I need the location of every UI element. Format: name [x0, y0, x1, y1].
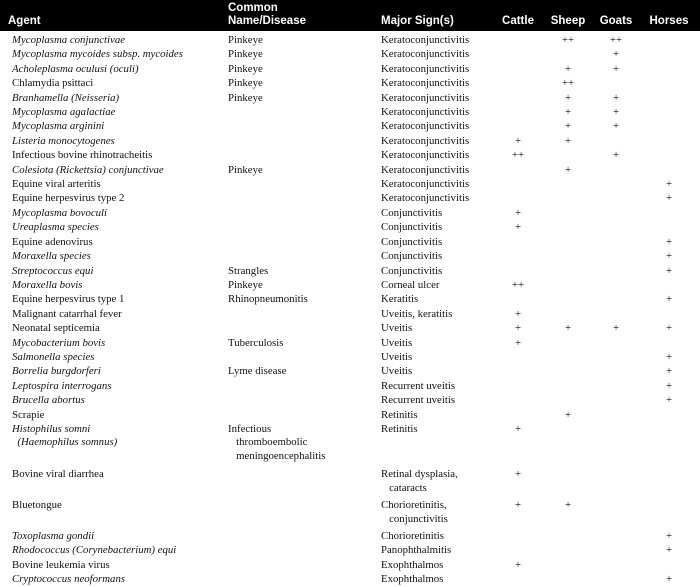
sheep-cell: +	[564, 163, 572, 176]
major-sign-cell: Chorioretinitis	[381, 529, 444, 542]
goats-cell: +	[612, 120, 620, 133]
common-name-cell: Lyme disease	[228, 365, 287, 378]
table-row	[0, 191, 700, 205]
major-sign-cell: Keratoconjunctivitis	[381, 48, 470, 61]
table-row	[0, 264, 700, 278]
horses-cell: +	[665, 235, 673, 248]
agent-cell: Mycobacterium bovis	[12, 336, 106, 349]
agent-cell: Branhamella (Neisseria)	[12, 91, 120, 104]
header-sheep: Sheep	[550, 15, 586, 27]
cattle-cell: +	[514, 422, 522, 435]
header-goats: Goats	[599, 15, 633, 27]
sheep-cell: +	[564, 134, 572, 147]
sheep-cell: +	[564, 408, 572, 421]
table-row	[0, 76, 700, 90]
agent-cell: Malignant catarrhal fever	[12, 307, 122, 320]
goats-cell: +	[612, 48, 620, 61]
table-row	[0, 393, 700, 407]
agent-cell: Mycoplasma mycoides subsp. mycoides	[12, 48, 183, 61]
cattle-cell: +	[514, 134, 522, 147]
sheep-cell: +	[564, 499, 572, 512]
table-body	[0, 31, 700, 586]
agent-cell: Equine herpesvirus type 2	[12, 192, 125, 205]
cattle-cell: +	[514, 221, 522, 234]
agent-cell: Listeria monocytogenes	[12, 134, 115, 147]
cattle-cell: +	[514, 322, 522, 335]
table-row	[0, 558, 700, 572]
table-row	[0, 33, 700, 47]
common-name-cell: Rhinopneumonitis	[228, 293, 308, 306]
agent-cell: Scrapie	[12, 408, 45, 421]
horses-cell: +	[665, 573, 673, 586]
goats-cell: +	[612, 91, 620, 104]
table-row	[0, 543, 700, 557]
sheep-cell: ++	[561, 34, 575, 46]
common-name-cell: Pinkeye	[228, 48, 263, 61]
goats-cell: +	[612, 149, 620, 162]
horses-cell: +	[665, 350, 673, 363]
table-row	[0, 278, 700, 292]
agent-cell: Moraxella bovis	[12, 278, 83, 291]
table-row	[0, 379, 700, 393]
table-row	[0, 336, 700, 350]
horses-cell: +	[665, 365, 673, 378]
major-sign-cell: Keratitis	[381, 293, 419, 306]
table-row	[0, 307, 700, 321]
sheep-cell: +	[564, 106, 572, 119]
agent-cell: Cryptococcus neoformans	[12, 573, 126, 586]
agent-cell: Toxoplasma gondii	[12, 529, 95, 542]
table-header	[0, 0, 700, 31]
cattle-cell: +	[514, 206, 522, 219]
major-sign-cell: Uveitis	[381, 350, 413, 363]
major-sign-cell: Retinitis	[381, 408, 418, 421]
agent-cell: Mycoplasma agalactiae	[12, 106, 116, 119]
major-sign-cell: Conjunctivitis	[381, 235, 443, 248]
agent-cell: Neonatal septicemia	[12, 322, 100, 335]
major-sign-cell: Exophthalmos	[381, 558, 444, 571]
table-row	[0, 163, 700, 177]
cattle-cell: ++	[511, 278, 525, 291]
agent-cell: Moraxella species	[12, 250, 91, 263]
table-row	[0, 206, 700, 220]
horses-cell: +	[665, 529, 673, 542]
agent-cell: Equine viral arteritis	[12, 178, 101, 191]
major-sign-cell: Keratoconjunctivitis	[381, 91, 470, 104]
horses-cell: +	[665, 293, 673, 306]
major-sign-cell: Keratoconjunctivitis	[381, 106, 470, 119]
horses-cell: +	[665, 379, 673, 392]
table-row	[0, 119, 700, 133]
horses-cell: +	[665, 322, 673, 335]
major-sign-cell: Retinal dysplasia, cataracts	[381, 468, 458, 494]
major-sign-cell: Retinitis	[381, 422, 418, 435]
common-name-cell: Pinkeye	[228, 62, 263, 75]
table-row	[0, 177, 700, 191]
common-name-cell: Strangles	[228, 264, 269, 277]
agent-cell: Streptococcus equi	[12, 264, 94, 277]
major-sign-cell: Keratoconjunctivitis	[381, 120, 470, 133]
cattle-cell: +	[514, 468, 522, 481]
agent-cell: Bovine leukemia virus	[12, 558, 110, 571]
header-major-signs: Major Sign(s)	[381, 15, 454, 27]
table-row	[0, 467, 700, 498]
goats-cell: +	[612, 322, 620, 335]
major-sign-cell: Exophthalmos	[381, 573, 444, 586]
agent-cell: Mycoplasma conjunctivae	[12, 34, 126, 46]
table-row	[0, 529, 700, 543]
major-sign-cell: Keratoconjunctivitis	[381, 192, 470, 205]
cattle-cell: +	[514, 499, 522, 512]
table-row	[0, 220, 700, 234]
major-sign-cell: Uveitis	[381, 322, 413, 335]
agent-cell: Colesiota (Rickettsia) conjunctivae	[12, 163, 164, 176]
sheep-cell: +	[564, 62, 572, 75]
table-row	[0, 422, 700, 467]
table-row	[0, 91, 700, 105]
cattle-cell: ++	[511, 149, 525, 162]
horses-cell: +	[665, 250, 673, 263]
agent-cell: Rhodococcus (Corynebacterium) equi	[12, 544, 177, 557]
cattle-cell: +	[514, 558, 522, 571]
header-cattle: Cattle	[502, 15, 534, 27]
agent-cell: Mycoplasma bovoculi	[12, 206, 108, 219]
horses-cell: +	[665, 394, 673, 407]
major-sign-cell: Recurrent uveitis	[381, 394, 456, 407]
table-row	[0, 498, 700, 529]
table-row	[0, 235, 700, 249]
table-row	[0, 134, 700, 148]
sheep-cell: ++	[561, 77, 575, 90]
goats-cell: +	[612, 62, 620, 75]
header-agent: Agent	[8, 15, 41, 27]
agent-cell: Bovine viral diarrhea	[12, 468, 104, 481]
major-sign-cell: Uveitis	[381, 365, 413, 378]
agent-cell: Ureaplasma species	[12, 221, 99, 234]
table-row	[0, 321, 700, 335]
major-sign-cell: Keratoconjunctivitis	[381, 163, 470, 176]
major-sign-cell: Chorioretinitis, conjunctivitis	[381, 499, 448, 525]
common-name-cell: Tuberculosis	[228, 336, 284, 349]
table-row	[0, 105, 700, 119]
sheep-cell: +	[564, 120, 572, 133]
goats-cell: +	[612, 106, 620, 119]
major-sign-cell: Uveitis, keratitis	[381, 307, 453, 320]
table-row	[0, 292, 700, 306]
table-row	[0, 148, 700, 162]
agent-cell: Chlamydia psittaci	[12, 77, 94, 90]
major-sign-cell: Keratoconjunctivitis	[381, 149, 470, 162]
agent-cell: Borrelia burgdorferi	[12, 365, 101, 378]
cattle-cell: +	[514, 336, 522, 349]
table-row	[0, 572, 700, 586]
major-sign-cell: Keratoconjunctivitis	[381, 77, 470, 90]
sheep-cell: +	[564, 322, 572, 335]
major-sign-cell: Corneal ulcer	[381, 278, 440, 291]
major-sign-cell: Uveitis	[381, 336, 413, 349]
common-name-cell: Pinkeye	[228, 163, 263, 176]
major-sign-cell: Panophthalmitis	[381, 544, 452, 557]
major-sign-cell: Keratoconjunctivitis	[381, 178, 470, 191]
header-common-name: Common Name/Disease	[228, 2, 306, 27]
common-name-cell: Infectious thromboembolic meningoencephalitis	[228, 422, 326, 462]
table-row	[0, 249, 700, 263]
horses-cell: +	[665, 192, 673, 205]
agent-cell: Leptospira interrogans	[12, 379, 112, 392]
table-row	[0, 47, 700, 61]
table-row	[0, 364, 700, 378]
major-sign-cell: Conjunctivitis	[381, 264, 443, 277]
common-name-cell: Pinkeye	[228, 34, 263, 46]
major-sign-cell: Conjunctivitis	[381, 250, 443, 263]
major-sign-cell: Keratoconjunctivitis	[381, 134, 470, 147]
horses-cell: +	[665, 544, 673, 557]
agent-cell: Bluetongue	[12, 499, 62, 512]
goats-cell: ++	[609, 34, 623, 46]
major-sign-cell: Conjunctivitis	[381, 206, 443, 219]
header-horses: Horses	[649, 15, 689, 27]
major-sign-cell: Keratoconjunctivitis	[381, 34, 470, 46]
common-name-cell: Pinkeye	[228, 278, 263, 291]
major-sign-cell: Conjunctivitis	[381, 221, 443, 234]
common-name-cell: Pinkeye	[228, 91, 263, 104]
major-sign-cell: Recurrent uveitis	[381, 379, 456, 392]
horses-cell: +	[665, 178, 673, 191]
agent-cell: Mycoplasma arginini	[12, 120, 105, 133]
agent-cell: Equine adenovirus	[12, 235, 93, 248]
table-row	[0, 350, 700, 364]
cattle-cell: +	[514, 307, 522, 320]
agent-cell: Brucella abortus	[12, 394, 85, 407]
agent-cell: Histophilus somni (Haemophilus somnus)	[12, 422, 118, 449]
agent-cell: Equine herpesvirus type 1	[12, 293, 125, 306]
sheep-cell: +	[564, 91, 572, 104]
common-name-cell: Pinkeye	[228, 77, 263, 90]
table-row	[0, 62, 700, 76]
horses-cell: +	[665, 264, 673, 277]
agent-cell: Acholeplasma oculusi (oculi)	[12, 62, 139, 75]
major-sign-cell: Keratoconjunctivitis	[381, 62, 470, 75]
table-row	[0, 408, 700, 422]
agent-cell: Infectious bovine rhinotracheitis	[12, 149, 153, 162]
agent-cell: Salmonella species	[12, 350, 95, 363]
